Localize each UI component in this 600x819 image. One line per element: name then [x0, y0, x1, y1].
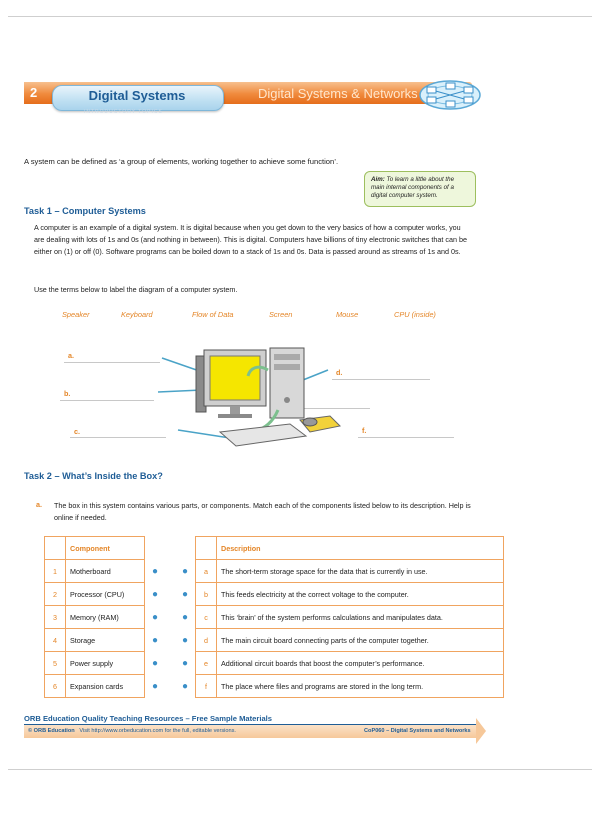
description-letter: c [196, 606, 217, 629]
table-row [45, 629, 504, 652]
question-letter: a. [36, 500, 42, 509]
component-name: Storage [66, 629, 145, 652]
answer-line-f[interactable] [358, 437, 454, 438]
page-title: Digital Systems [88, 88, 186, 103]
footer-code: CoP060 – Digital Systems and Networks [364, 728, 471, 734]
component-number: 1 [45, 560, 66, 583]
match-dot-left[interactable]: ● [151, 657, 159, 669]
description-letter: a [196, 560, 217, 583]
keyboard-icon [220, 424, 306, 446]
label-f: f. [362, 426, 367, 435]
pointer-b [158, 390, 202, 392]
description-text: Additional circuit boards that boost the computer’s performance. [217, 652, 504, 675]
term-flow-of-data: Flow of Data [192, 310, 234, 319]
footer-arrow-icon [476, 718, 486, 744]
task1-paragraph: A computer is an example of a digital system. It is digital because when you get down to the very basics of how a computer works, you are dealing with lots of 1s and 0s (and nothing in between). This is digital. Computers have billions of tiny electronic switches that can be either on (1) or off (0). Software programs can be boiled down to a stack of 1s and 0s. Data is passed around as streams of 1s and 0s. [34, 223, 467, 256]
description-text: The short-term storage space for the data that is currently in use. [217, 560, 504, 583]
network-logo-icon [418, 78, 482, 112]
description-text: The main circuit board connecting parts of the computer together. [217, 629, 504, 652]
match-dot-right[interactable]: ● [181, 634, 189, 646]
match-dot-right[interactable]: ● [181, 588, 189, 600]
component-number: 4 [45, 629, 66, 652]
match-dot-left[interactable]: ● [151, 680, 159, 692]
component-name: Processor (CPU) [66, 583, 145, 606]
task2-heading: Task 2 – What’s Inside the Box? [24, 471, 163, 481]
footer-title: ORB Education Quality Teaching Resources – Free Sample Materials [24, 714, 272, 723]
aim-callout [364, 171, 476, 207]
description-letter: f [196, 675, 217, 698]
description-letter: e [196, 652, 217, 675]
task1-heading: Task 1 – Computer Systems [24, 206, 146, 216]
table-header-row [45, 537, 504, 560]
match-dot-right[interactable]: ● [181, 565, 189, 577]
component-name: Power supply [66, 652, 145, 675]
term-speaker: Speaker [62, 310, 90, 319]
description-letter: b [196, 583, 217, 606]
matching-table [44, 536, 504, 698]
component-number: 5 [45, 652, 66, 675]
screen-icon [210, 356, 260, 400]
table-row [45, 560, 504, 583]
question-text: The box in this system contains various parts, or components. Match each of the components listed below to its description. Help is online if needed. [54, 501, 471, 522]
table-row [45, 606, 504, 629]
component-number: 3 [45, 606, 66, 629]
description-text: The place where files and programs are stored in the long term. [217, 675, 504, 698]
course-title: Digital Systems & Networks [258, 86, 418, 101]
footer-copyright: © ORB Education [28, 728, 75, 734]
answer-line-a[interactable] [64, 362, 160, 363]
aim-label: Aim: [371, 176, 385, 183]
computer-system-diagram [150, 340, 370, 450]
component-name: Expansion cards [66, 675, 145, 698]
label-d: d. [336, 368, 343, 377]
page-subtitle: INTRODUCTORY TOPICS [84, 109, 163, 115]
column-header-description: Description [217, 537, 504, 560]
description-text: This ‘brain’ of the system performs calculations and manipulates data. [217, 606, 504, 629]
table-row [45, 583, 504, 606]
component-number: 6 [45, 675, 66, 698]
label-a: a. [68, 351, 74, 360]
match-dot-left[interactable]: ● [151, 634, 159, 646]
label-c: c. [74, 427, 80, 436]
match-dot-left[interactable]: ● [151, 565, 159, 577]
term-mouse: Mouse [336, 310, 359, 319]
footer-left [28, 728, 236, 734]
description-text: This feeds electricity at the correct voltage to the computer. [217, 583, 504, 606]
mouse-icon [303, 418, 317, 426]
component-name: Motherboard [66, 560, 145, 583]
match-dot-left[interactable]: ● [151, 588, 159, 600]
match-dot-right[interactable]: ● [181, 680, 189, 692]
component-number: 2 [45, 583, 66, 606]
match-dot-right[interactable]: ● [181, 611, 189, 623]
table-row [45, 675, 504, 698]
component-name: Memory (RAM) [66, 606, 145, 629]
column-header-component: Component [66, 537, 145, 560]
term-keyboard: Keyboard [121, 310, 153, 319]
label-b: b. [64, 389, 71, 398]
table-row [45, 652, 504, 675]
unit-number: 2 [30, 85, 38, 100]
intro-text: A system can be defined as ‘a group of elements, working together to achieve some function’. [24, 157, 339, 166]
task1-instruction: Use the terms below to label the diagram of a computer system. [34, 285, 238, 294]
description-letter: d [196, 629, 217, 652]
term-screen: Screen [269, 310, 293, 319]
aim-text: To learn a little about the main internal components of a digital computer system. [371, 176, 455, 199]
footer-rule [24, 724, 476, 725]
term-cpu: CPU (inside) [394, 310, 436, 319]
answer-line-b[interactable] [60, 400, 154, 401]
match-dot-left[interactable]: ● [151, 611, 159, 623]
footer-visit-link[interactable]: Visit http://www.orbeducation.com for the full, editable versions. [79, 728, 236, 734]
match-dot-right[interactable]: ● [181, 657, 189, 669]
